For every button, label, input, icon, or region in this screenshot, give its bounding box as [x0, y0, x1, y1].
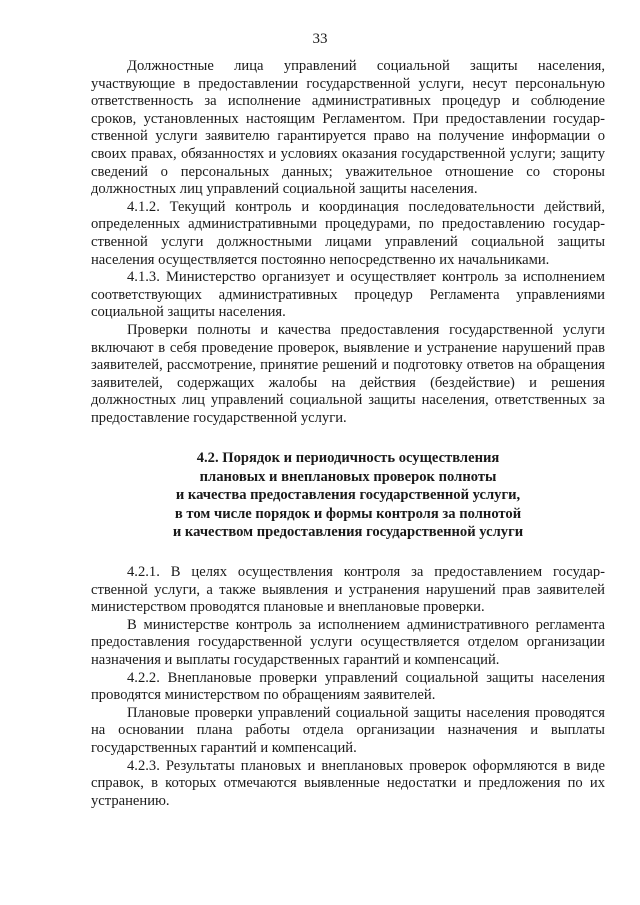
section-heading-line: и качеством предоставления государственной услуги	[172, 524, 524, 541]
paragraph: 4.2.1. В целях осуществления контроля за предоставлением государственной услуги, а также выявления и устранения нарушений прав заявителей министерством проводятся плановые и внеплановые проверки.	[91, 563, 605, 616]
section-heading-line: 4.2. Порядок и периодичность осуществления	[196, 450, 500, 467]
paragraph: Проверки полноты и качества предоставления государственной услуги включают в себя проведение проверок, выявление и устранение нарушений прав заявителей, рассмотрение, принятие решений и подготовку ответов на обращения заявителей, содержащих жалобы на действия (бездействие) и решения должностных лиц управлений социальной защиты населения, ответственных за предоставление государственной услуги.	[91, 321, 605, 426]
section-heading	[91, 449, 605, 542]
section-heading-line: в том числе порядок и формы контроля за полнотой	[174, 505, 522, 522]
section-heading-line: и качества предоставления государственной услуги,	[175, 487, 521, 504]
paragraph: Плановые проверки управлений социальной защиты населения проводятся на основании плана работы отдела организации назначения и выплаты государственных гарантий и компенсаций.	[91, 704, 605, 756]
paragraph: 4.1.3. Министерство организует и осуществляет контроль за исполнением соответствующих административных процедур Регламента управлениями социальной защиты населения.	[91, 269, 605, 321]
paragraph: 4.2.3. Результаты плановых и внеплановых проверок оформляются в виде справок, в которых отмечаются выявленные недостатки и предложения по их устранению.	[91, 757, 605, 809]
document-body	[91, 58, 605, 810]
section-heading-line: плановых и внеплановых проверок полноты	[199, 468, 497, 485]
paragraph: Должностные лица управлений социальной защиты населения, участвующие в предоставлении государственной услуги, несут персональную ответственность за исполнение административных процедур и соблюдение сроков, установленных настоящим Регламентом. При предоставлении государственной услуги заявителю гарантируется право на получение информации о своих правах, обязанностях и условиях оказания государственной услуги; защиту сведений о персональных данных; уважительное отношение со стороны должностных лиц управлений социальной защиты населения.	[91, 58, 605, 198]
paragraph: В министерстве контроль за исполнением административного регламента предоставления государственной услуги осуществляется отделом организации назначения и выплаты государственных гарантий и компенсаций.	[91, 616, 605, 668]
paragraph: 4.1.2. Текущий контроль и координация последовательности действий, определенных административными процедурами, по предоставлению государственной услуги должностными лицами управлений социальной защиты населения осуществляется постоянно непосредственно их начальниками.	[91, 198, 605, 268]
paragraph: 4.2.2. Внеплановые проверки управлений социальной защиты населения проводятся министерством по обращениям заявителей.	[91, 669, 605, 704]
page-number: 33	[312, 31, 328, 47]
